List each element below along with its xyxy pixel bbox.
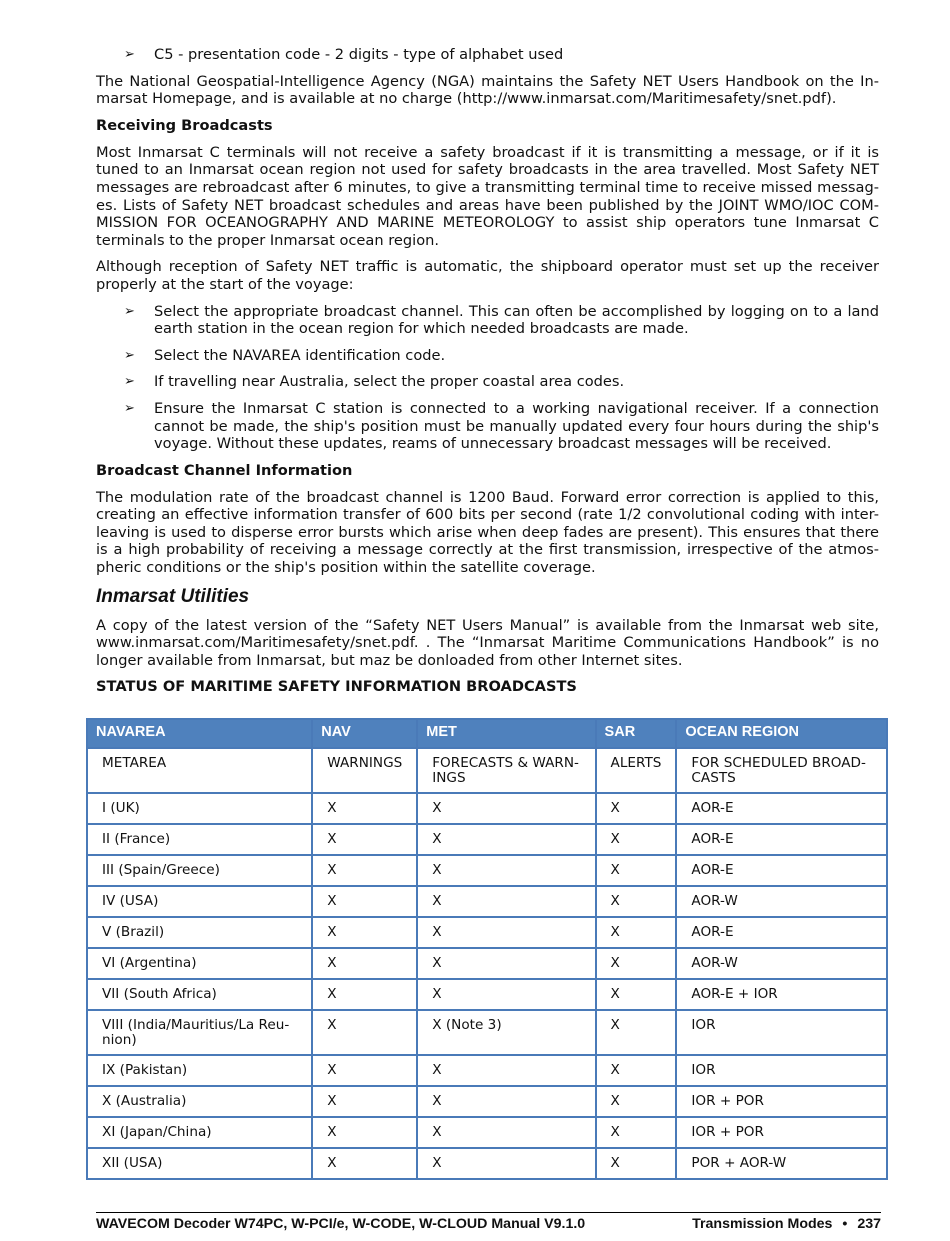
table-cell: POR + AOR-W	[676, 1148, 887, 1179]
table-cell: AOR-E + IOR	[676, 979, 887, 1010]
table-cell: X	[596, 979, 677, 1010]
table-row	[87, 1117, 887, 1148]
utilities-heading: Inmarsat Utilities	[96, 585, 250, 607]
table-row	[87, 979, 887, 1010]
footer-section-title: Transmission Modes	[692, 1216, 833, 1232]
table-cell: AOR-E	[676, 793, 887, 824]
table-cell: X	[417, 979, 595, 1010]
table-cell: X	[312, 1117, 417, 1148]
table-cell: I (UK)	[87, 793, 312, 824]
table-row	[87, 948, 887, 979]
table-cell: X	[417, 886, 595, 917]
table-cell: WARNINGS	[312, 748, 417, 793]
table-cell: AOR-W	[676, 886, 887, 917]
table-header-row	[87, 719, 887, 748]
arrow-bullet-icon: ➢	[124, 374, 135, 390]
table-row	[87, 855, 887, 886]
table-cell: AOR-E	[676, 917, 887, 948]
list-item: ➢ Select the appropriate broadcast channel. This can often be accomplished by logging on to a land earth station in the ocean region for which needed broadcasts are made.	[124, 302, 879, 338]
table-cell: X	[417, 1117, 595, 1148]
page-footer	[96, 1216, 881, 1232]
table-cell: X	[596, 1086, 677, 1117]
table-row	[87, 1086, 887, 1117]
nga-paragraph: The National Geospatial-Intelligence Agency (NGA) maintains the Safety NET Users Handbook on the In-marsat Homepage, and is available at no charge (http://www.inmarsat.com/Maritimesafety/snet.pdf).	[96, 72, 879, 108]
arrow-bullet-icon: ➢	[124, 47, 135, 62]
table-row	[87, 1055, 887, 1086]
table-cell: X	[312, 917, 417, 948]
table-cell: X	[417, 1148, 595, 1179]
table-row	[87, 748, 887, 793]
intro-bullet-list	[96, 46, 879, 64]
table-row	[87, 1010, 887, 1055]
table-cell: X (Note 3)	[417, 1010, 595, 1055]
column-header: OCEAN REGION	[676, 719, 887, 748]
footer-page-number: 237	[857, 1216, 881, 1232]
table-row	[87, 1148, 887, 1179]
table-cell: X	[596, 793, 677, 824]
table-cell: X	[417, 1086, 595, 1117]
table-cell: X	[596, 1117, 677, 1148]
table-cell: X	[596, 1010, 677, 1055]
receiving-bullet-list	[96, 303, 879, 453]
table-row	[87, 886, 887, 917]
utilities-paragraph: A copy of the latest version of the “Safety NET Users Manual” is available from the Inmarsat web site, www.inmarsat.com/Maritimesafety/snet.pdf. . The “Inmarsat Maritime Communications Handbook” is no longer available from Inmarsat, but maz be donloaded from other Internet sites.	[96, 616, 879, 669]
table-cell: X	[312, 1086, 417, 1117]
table-cell: IX (Pakistan)	[87, 1055, 312, 1086]
table-row	[87, 824, 887, 855]
footer-section-page	[692, 1216, 881, 1232]
receiving-paragraph-1: Most Inmarsat C terminals will not receive a safety broadcast if it is transmitting a message, or if it is tuned to an Inmarsat ocean region not used for safety broadcasts in the area travelled. Most Safety NET messages are rebroadcast after 6 minutes, to give a transmitting terminal time to receive missed messag-es. Lists of Safety NET broadcast schedules and areas have been published by the JOINT WMO/IOC COM-MISSION FOR OCEANOGRAPHY AND MARINE METEOROLOGY to assist ship operators tune Inmarsat C terminals to the proper Inmarsat ocean region.	[96, 143, 879, 249]
table-cell: IV (USA)	[87, 886, 312, 917]
table-cell: V (Brazil)	[87, 917, 312, 948]
table-cell: X	[596, 948, 677, 979]
channel-heading: Broadcast Channel Information	[96, 461, 353, 479]
table-cell: AOR-E	[676, 824, 887, 855]
table-cell: XI (Japan/China)	[87, 1117, 312, 1148]
table-cell: FORECASTS & WARN-INGS	[417, 748, 595, 793]
column-header: SAR	[596, 719, 677, 748]
table-cell: VI (Argentina)	[87, 948, 312, 979]
table-cell: ALERTS	[596, 748, 677, 793]
table-cell: X	[417, 1055, 595, 1086]
footer-bullet: •	[842, 1216, 848, 1232]
table-cell: X	[596, 886, 677, 917]
status-table	[86, 718, 888, 1180]
table-cell: X	[312, 793, 417, 824]
table-cell: X	[312, 1055, 417, 1086]
table-cell: METAREA	[87, 748, 312, 793]
table-cell: X	[312, 886, 417, 917]
table-cell: IOR + POR	[676, 1086, 887, 1117]
table-cell: X	[312, 855, 417, 886]
table-cell: FOR SCHEDULED BROAD-CASTS	[676, 748, 887, 793]
column-header: NAV	[312, 719, 417, 748]
table-cell: X	[596, 855, 677, 886]
receiving-paragraph-2: Although reception of Safety NET traffic is automatic, the shipboard operator must set up the receiver properly at the start of the voyage:	[96, 258, 879, 293]
status-heading: STATUS OF MARITIME SAFETY INFORMATION BROADCASTS	[96, 678, 577, 696]
table-cell: X	[596, 917, 677, 948]
table-cell: VIII (India/Mauritius/La Reu-nion)	[87, 1010, 312, 1055]
receiving-heading: Receiving Broadcasts	[96, 116, 273, 134]
table-cell: X	[312, 948, 417, 979]
arrow-bullet-icon: ➢	[124, 303, 135, 319]
arrow-bullet-icon: ➢	[124, 347, 135, 363]
list-item: ➢ Ensure the Inmarsat C station is connected to a working navigational receiver. If a connection cannot be made, the ship's position must be manually updated every four hours during the ship's voyage. Without these updates, reams of unnecessary broadcast messages will be received.	[124, 399, 879, 453]
table-cell: VII (South Africa)	[87, 979, 312, 1010]
table-cell: X	[417, 793, 595, 824]
footer-manual-title: WAVECOM Decoder W74PC, W-PCI/e, W-CODE, W-CLOUD Manual V9.1.0	[96, 1216, 586, 1232]
table-cell: II (France)	[87, 824, 312, 855]
table-cell: AOR-W	[676, 948, 887, 979]
table-cell: X	[312, 1148, 417, 1179]
list-item: ➢ Select the NAVAREA identification code.	[124, 346, 446, 364]
column-header: MET	[417, 719, 595, 748]
table-cell: X (Australia)	[87, 1086, 312, 1117]
table-cell: AOR-E	[676, 855, 887, 886]
table-cell: III (Spain/Greece)	[87, 855, 312, 886]
table-cell: X	[596, 824, 677, 855]
table-cell: X	[312, 1010, 417, 1055]
table-cell: X	[596, 1148, 677, 1179]
page-body	[96, 46, 879, 696]
table-cell: X	[417, 824, 595, 855]
channel-paragraph: The modulation rate of the broadcast channel is 1200 Baud. Forward error correction is applied to this, creating an effective information transfer of 600 bits per second (rate 1/2 convolutional coding with inter-leaving is used to disperse error bursts which arise when deep fades are present). This ensures that there is a high probability of receiving a message correctly at the first transmission, irrespective of the atmos-pheric conditions or the ship's position within the satellite coverage.	[96, 488, 879, 577]
table-cell: X	[417, 917, 595, 948]
table-cell: XII (USA)	[87, 1148, 312, 1179]
table-cell: X	[596, 1055, 677, 1086]
arrow-bullet-icon: ➢	[124, 400, 135, 416]
table-row	[87, 917, 887, 948]
table-cell: X	[312, 824, 417, 855]
table-cell: IOR + POR	[676, 1117, 887, 1148]
table-cell: X	[417, 855, 595, 886]
table-cell: X	[312, 979, 417, 1010]
table-cell: IOR	[676, 1010, 887, 1055]
footer-divider	[96, 1212, 881, 1213]
table-row	[87, 793, 887, 824]
column-header: NAVAREA	[87, 719, 312, 748]
table-cell: X	[417, 948, 595, 979]
list-item: ➢ C5 - presentation code - 2 digits - type of alphabet used	[124, 46, 564, 63]
table-cell: IOR	[676, 1055, 887, 1086]
list-item: ➢ If travelling near Australia, select the proper coastal area codes.	[124, 373, 625, 391]
